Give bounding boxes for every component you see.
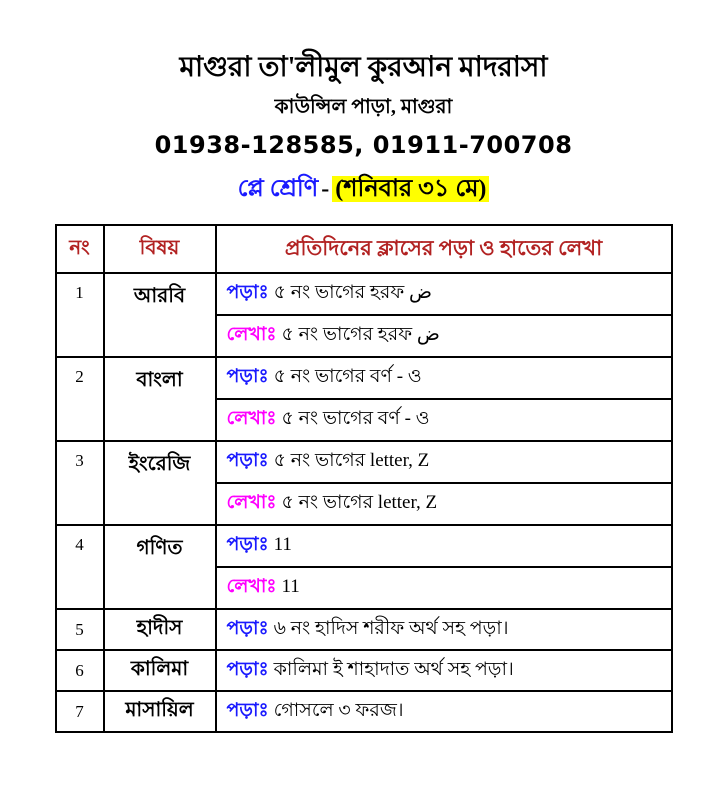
subject-cell: হাদীস [104, 609, 216, 650]
read-label: পড়াঃ [226, 534, 269, 555]
row-number: 3 [56, 441, 104, 525]
write-text: ৫ নং ভাগের বর্ণ - ও [281, 408, 430, 429]
phone-numbers: 01938-128585, 01911-700708 [154, 131, 573, 159]
read-label: পড়াঃ [226, 282, 269, 303]
read-cell [216, 525, 672, 567]
read-cell [216, 650, 672, 691]
date-highlight: (শনিবার ৩১ মে) [332, 176, 489, 202]
read-label: পড়াঃ [226, 450, 269, 471]
row-number: 1 [56, 273, 104, 357]
write-cell [216, 399, 672, 441]
column-header-subject: বিষয় [104, 225, 216, 273]
document-header [0, 0, 727, 210]
column-header-content: প্রতিদিনের ক্লাসের পড়া ও হাতের লেখা [216, 225, 672, 273]
read-text: ৬ নং হাদিস শরীফ অর্থ সহ পড়া। [273, 617, 509, 639]
subject-cell: কালিমা [104, 650, 216, 691]
row-number: 4 [56, 525, 104, 609]
row-number: 5 [56, 609, 104, 650]
write-label: লেখাঃ [226, 324, 277, 345]
table-row [56, 650, 672, 691]
subject-cell: বাংলা [104, 357, 216, 441]
read-text: ৫ নং ভাগের বর্ণ - ও [273, 366, 422, 387]
write-label: লেখাঃ [226, 576, 277, 597]
read-label: পড়াঃ [226, 699, 269, 721]
subject-cell: গণিত [104, 525, 216, 609]
write-label: লেখাঃ [226, 492, 277, 513]
subject-cell: ইংরেজি [104, 441, 216, 525]
read-text: 11 [273, 534, 292, 555]
column-header-no: নং [56, 225, 104, 273]
read-text: কালিমা ই শাহাদাত অর্থ সহ পড়া। [273, 658, 514, 680]
write-text: ৫ নং ভাগের letter, Z [281, 492, 438, 513]
read-text: ৫ নং ভাগের হরফ ض [273, 282, 432, 303]
row-number: 2 [56, 357, 104, 441]
class-separator: - [321, 176, 330, 202]
subject-cell: মাসায়িল [104, 691, 216, 732]
read-cell [216, 357, 672, 399]
write-cell [216, 315, 672, 357]
read-cell [216, 609, 672, 650]
page-title: মাগুরা তা'লীমুল কুরআন মাদরাসা [179, 52, 548, 83]
subject-cell: আরবি [104, 273, 216, 357]
write-cell [216, 567, 672, 609]
page-subtitle: কাউন্সিল পাড়া, মাগুরা [274, 96, 453, 118]
table-row [56, 441, 672, 483]
read-cell [216, 441, 672, 483]
write-cell [216, 483, 672, 525]
table-row [56, 273, 672, 315]
read-text: ৫ নং ভাগের letter, Z [273, 450, 430, 471]
class-line [0, 170, 727, 210]
table-header-row [56, 225, 672, 273]
write-label: লেখাঃ [226, 408, 277, 429]
row-number: 6 [56, 650, 104, 691]
table-row [56, 609, 672, 650]
table-row [56, 525, 672, 567]
table-row [56, 691, 672, 732]
lesson-table [55, 224, 673, 733]
read-cell [216, 691, 672, 732]
read-label: পড়াঃ [226, 366, 269, 387]
table-row [56, 357, 672, 399]
write-text: 11 [281, 576, 300, 597]
write-text: ৫ নং ভাগের হরফ ض [281, 324, 440, 345]
read-label: পড়াঃ [226, 658, 269, 680]
read-text: গোসলে ৩ ফরজ। [273, 699, 404, 721]
read-label: পড়াঃ [226, 617, 269, 639]
row-number: 7 [56, 691, 104, 732]
class-name: প্লে শ্রেণি [237, 176, 319, 202]
read-cell [216, 273, 672, 315]
